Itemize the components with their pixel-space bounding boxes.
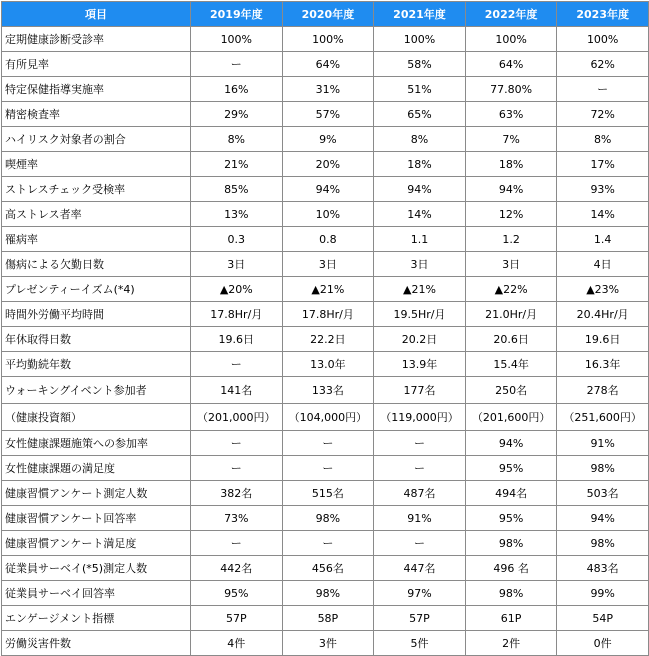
cell-value: 487名 [374,481,466,506]
table-row [2,227,649,252]
row-label: （健康投資額） [2,404,191,431]
cell-value: 58% [374,52,466,77]
cell-value: 18% [374,152,466,177]
row-label: 時間外労働平均時間 [2,302,191,327]
cell-value: 95% [465,456,557,481]
table-row [2,152,649,177]
cell-value: ー [374,531,466,556]
cell-value: 483名 [557,556,649,581]
row-label: 年休取得日数 [2,327,191,352]
cell-value: ー [191,431,283,456]
cell-value: 0.8 [282,227,374,252]
cell-value: 93% [557,177,649,202]
cell-value: 8% [374,127,466,152]
row-label: 定期健康診断受診率 [2,27,191,52]
header-2022: 2022年度 [465,2,557,27]
cell-value: 77.80% [465,77,557,102]
row-label: エンゲージメント指標 [2,606,191,631]
cell-value: 57P [374,606,466,631]
table-row [2,581,649,606]
cell-value: 100% [191,27,283,52]
cell-value: 17% [557,152,649,177]
cell-value: 13.9年 [374,352,466,377]
cell-value: ー [374,456,466,481]
cell-value: 141名 [191,377,283,404]
header-2023: 2023年度 [557,2,649,27]
cell-value: （119,000円） [374,404,466,431]
cell-value: 57% [282,102,374,127]
cell-value: 100% [282,27,374,52]
cell-value: 447名 [374,556,466,581]
cell-value: ー [282,456,374,481]
cell-value: ー [191,456,283,481]
cell-value: 19.5Hr/月 [374,302,466,327]
cell-value: 98% [557,531,649,556]
cell-value: 1.4 [557,227,649,252]
row-label: 有所見率 [2,52,191,77]
cell-value: ー [191,352,283,377]
row-label: 女性健康課題施策への参加率 [2,431,191,456]
cell-value: ー [557,77,649,102]
row-label: 従業員サーベイ回答率 [2,581,191,606]
cell-value: 18% [465,152,557,177]
cell-value: 16% [191,77,283,102]
table-row [2,481,649,506]
row-label: 健康習慣アンケート測定人数 [2,481,191,506]
row-label: プレゼンティーイズム(*4) [2,277,191,302]
cell-value: 177名 [374,377,466,404]
table-row [2,606,649,631]
cell-value: 1.2 [465,227,557,252]
table-row [2,277,649,302]
table-row [2,456,649,481]
cell-value: 94% [557,506,649,531]
cell-value: 20.4Hr/月 [557,302,649,327]
table-row [2,431,649,456]
cell-value: （251,600円） [557,404,649,431]
cell-value: 16.3年 [557,352,649,377]
cell-value: 21% [191,152,283,177]
cell-value: 5件 [374,631,466,656]
cell-value: 20.6日 [465,327,557,352]
cell-value: ー [191,52,283,77]
cell-value: 13% [191,202,283,227]
cell-value: 7% [465,127,557,152]
cell-value: 91% [557,431,649,456]
row-label: 傷病による欠勤日数 [2,252,191,277]
cell-value: 4日 [557,252,649,277]
health-metrics-table [1,1,649,656]
cell-value: 8% [557,127,649,152]
cell-value: 0件 [557,631,649,656]
cell-value: 20% [282,152,374,177]
cell-value: 17.8Hr/月 [191,302,283,327]
cell-value: ▲23% [557,277,649,302]
cell-value: 382名 [191,481,283,506]
table-row [2,127,649,152]
cell-value: 29% [191,102,283,127]
cell-value: 503名 [557,481,649,506]
cell-value: 62% [557,52,649,77]
cell-value: 250名 [465,377,557,404]
cell-value: ー [191,531,283,556]
cell-value: 100% [374,27,466,52]
table-row [2,327,649,352]
cell-value: 17.8Hr/月 [282,302,374,327]
cell-value: 72% [557,102,649,127]
cell-value: 95% [465,506,557,531]
table-row [2,302,649,327]
cell-value: 12% [465,202,557,227]
cell-value: 0.3 [191,227,283,252]
row-label: 特定保健指導実施率 [2,77,191,102]
row-label: ハイリスク対象者の割合 [2,127,191,152]
cell-value: 3日 [191,252,283,277]
header-2019: 2019年度 [191,2,283,27]
header-2021: 2021年度 [374,2,466,27]
table-row [2,531,649,556]
cell-value: （104,000円） [282,404,374,431]
cell-value: 64% [282,52,374,77]
cell-value: 99% [557,581,649,606]
row-label: 高ストレス者率 [2,202,191,227]
cell-value: （201,000円） [191,404,283,431]
row-label: 従業員サーベイ(*5)測定人数 [2,556,191,581]
row-label: ストレスチェック受検率 [2,177,191,202]
cell-value: 94% [374,177,466,202]
cell-value: ▲21% [374,277,466,302]
cell-value: 94% [465,431,557,456]
cell-value: 19.6日 [191,327,283,352]
cell-value: ▲22% [465,277,557,302]
cell-value: 22.2日 [282,327,374,352]
cell-value: 15.4年 [465,352,557,377]
cell-value: 9% [282,127,374,152]
cell-value: 97% [374,581,466,606]
cell-value: 3件 [282,631,374,656]
cell-value: 21.0Hr/月 [465,302,557,327]
cell-value: 61P [465,606,557,631]
cell-value: 4件 [191,631,283,656]
walking-event-row-top [2,377,649,404]
table-row [2,352,649,377]
table-row [2,506,649,531]
cell-value: 14% [557,202,649,227]
row-label: 健康習慣アンケート満足度 [2,531,191,556]
cell-value: 98% [465,531,557,556]
cell-value: 95% [191,581,283,606]
cell-value: 31% [282,77,374,102]
cell-value: 94% [465,177,557,202]
cell-value: 85% [191,177,283,202]
cell-value: 57P [191,606,283,631]
cell-value: 442名 [191,556,283,581]
row-label: 健康習慣アンケート回答率 [2,506,191,531]
header-row [2,2,649,27]
cell-value: 2件 [465,631,557,656]
cell-value: 65% [374,102,466,127]
cell-value: 73% [191,506,283,531]
cell-value: ▲20% [191,277,283,302]
cell-value: （201,600円） [465,404,557,431]
cell-value: 98% [557,456,649,481]
cell-value: 14% [374,202,466,227]
cell-value: 3日 [374,252,466,277]
cell-value: 94% [282,177,374,202]
header-item: 項目 [2,2,191,27]
cell-value: ▲21% [282,277,374,302]
cell-value: 496 名 [465,556,557,581]
cell-value: ー [282,431,374,456]
cell-value: ー [282,531,374,556]
cell-value: 278名 [557,377,649,404]
cell-value: 1.1 [374,227,466,252]
table-row [2,252,649,277]
cell-value: 91% [374,506,466,531]
cell-value: 8% [191,127,283,152]
table-row [2,27,649,52]
cell-value: 98% [282,581,374,606]
table-row [2,631,649,656]
table-row [2,556,649,581]
row-label: 精密検査率 [2,102,191,127]
header-2020: 2020年度 [282,2,374,27]
table-row [2,202,649,227]
cell-value: 63% [465,102,557,127]
cell-value: 19.6日 [557,327,649,352]
walking-event-row-bottom [2,404,649,431]
cell-value: 98% [465,581,557,606]
cell-value: 10% [282,202,374,227]
table-row [2,177,649,202]
cell-value: ー [374,431,466,456]
row-label: 喫煙率 [2,152,191,177]
cell-value: 20.2日 [374,327,466,352]
cell-value: 3日 [465,252,557,277]
cell-value: 494名 [465,481,557,506]
cell-value: 456名 [282,556,374,581]
cell-value: 64% [465,52,557,77]
row-label: 女性健康課題の満足度 [2,456,191,481]
cell-value: 3日 [282,252,374,277]
cell-value: 100% [557,27,649,52]
cell-value: 54P [557,606,649,631]
row-label: 労働災害件数 [2,631,191,656]
cell-value: 133名 [282,377,374,404]
cell-value: 51% [374,77,466,102]
table-row [2,52,649,77]
cell-value: 515名 [282,481,374,506]
cell-value: 98% [282,506,374,531]
row-label: 罹病率 [2,227,191,252]
row-label: ウォーキングイベント参加者 [2,377,191,404]
row-label: 平均勤続年数 [2,352,191,377]
table-row [2,77,649,102]
cell-value: 58P [282,606,374,631]
table-row [2,102,649,127]
cell-value: 13.0年 [282,352,374,377]
cell-value: 100% [465,27,557,52]
